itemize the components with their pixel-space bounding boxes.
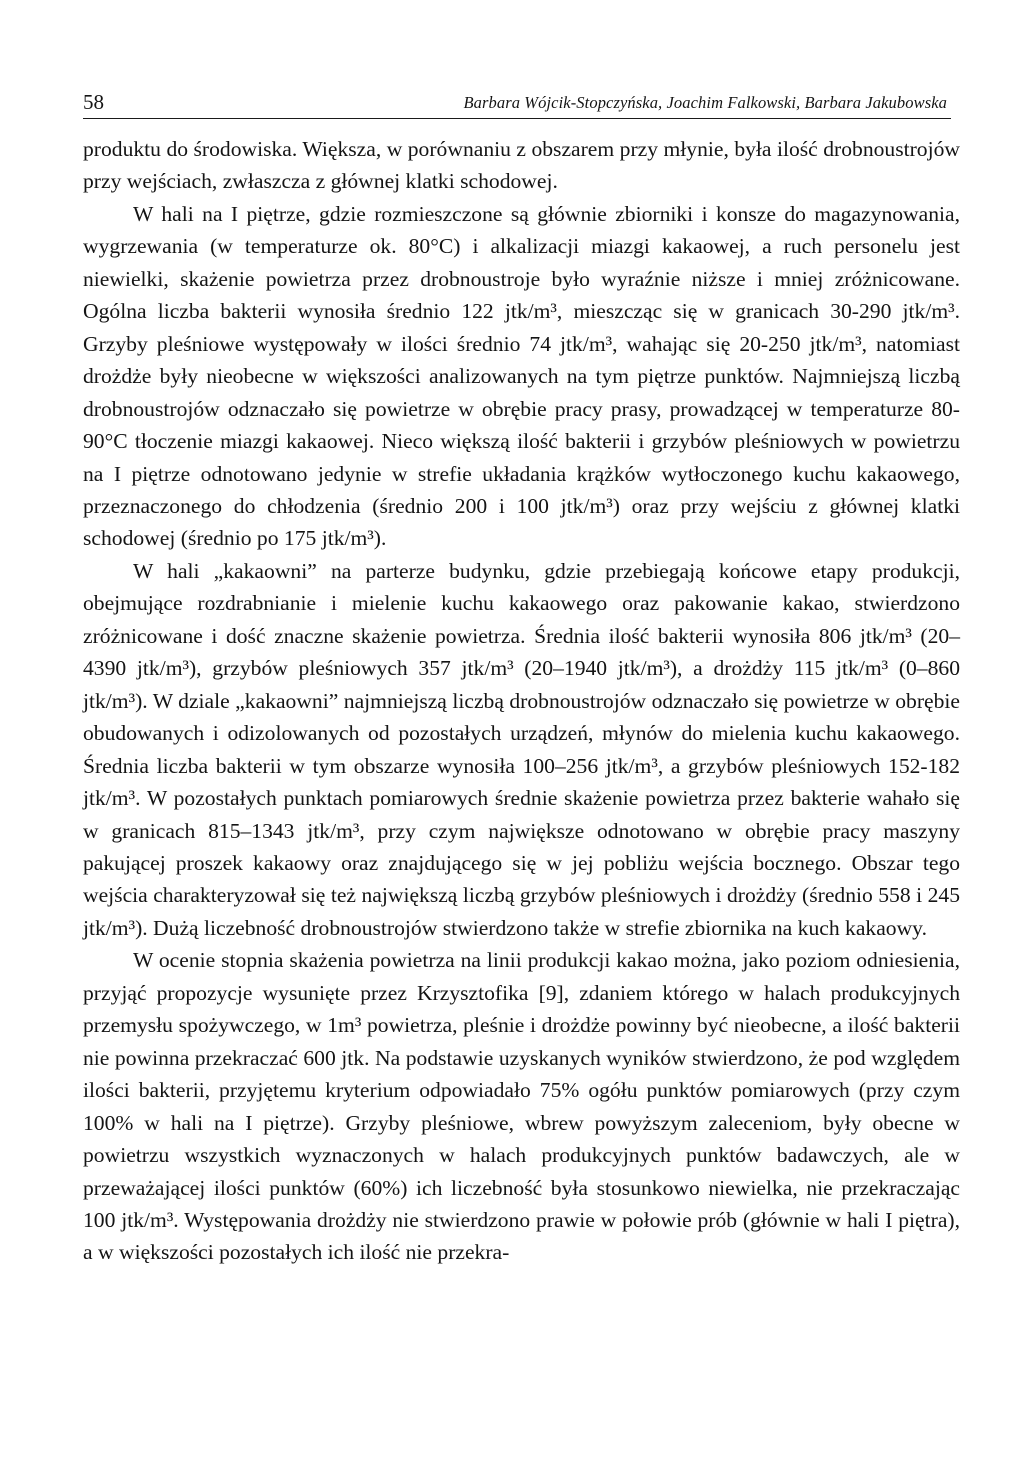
paragraph-continuation: produktu do środowiska. Większa, w porównaniu z obszarem przy młynie, była ilość drobnoustrojów przy wejściach, zwłaszcza z głównej klatki schodowej.	[83, 137, 960, 194]
paragraph-cocoa-hall: W hali „kakaowni” na parterze budynku, gdzie przebiegają końcowe etapy produkcji, obejmujące rozdrabnianie i mielenie kuchu kakaowego oraz pakowanie kakao, stwierdzono zróżnicowane i dość znaczne skażenie powietrza. Średnia ilość bakterii wynosiła 806 jtk/m³ (20–4390 jtk/m³), grzybów pleśniowych 357 jtk/m³ (20–1940 jtk/m³), a drożdży 115 jtk/m³ (0–860 jtk/m³). W dziale „kakaowni” najmniejszą liczbą drobnoustrojów odznaczało się powietrze w obrębie obudowanych i odizolowanych od pozostałych urządzeń, młynów do mielenia kuchu kakaowego. Średnia liczba bakterii w tym obszarze wynosiła 100–256 jtk/m³, a grzybów pleśniowych 152-182 jtk/m³. W pozostałych punktach pomiarowych średnie skażenie powietrza przez bakterie wahało się w granicach 815–1343 jtk/m³, przy czym największe odnotowano w obrębie pracy maszyny pakującej proszek kakaowy oraz znajdującego się w jej pobliżu wejścia bocznego. Obszar tego wejścia charakteryzował się też największą liczbą grzybów pleśniowych i drożdży (średnio 558 i 245 jtk/m³). Dużą liczebność drobnoustrojów stwierdzono także w strefie zbiornika na kuch kakaowy.	[83, 558, 960, 940]
page-header	[83, 88, 951, 119]
running-head: Barbara Wójcik-Stopczyńska, Joachim Falkowski, Barbara Jakubowska	[463, 93, 947, 112]
paragraph-first-floor: W hali na I piętrze, gdzie rozmieszczone są głównie zbiorniki i konsze do magazynowania, wygrzewania (w temperaturze ok. 80°C) i alkalizacji miazgi kakaowej, a ruch personelu jest niewielki, skażenie powietrza przez drobnoustroje było wyraźnie niższe i mniej zróżnicowane. Ogólna liczba bakterii wynosiła średnio 122 jtk/m³, mieszcząc się w granicach 30-290 jtk/m³. Grzyby pleśniowe występowały w ilości średnio 74 jtk/m³, wahając się 20-250 jtk/m³, natomiast drożdże były nieobecne w większości analizowanych na tym piętrze punktów. Najmniejszą liczbą drobnoustrojów odznaczało się powietrze w obrębie pracy prasy, prowadzącej w temperaturze 80-90°C tłoczenie miazgi kakaowej. Nieco większą ilość bakterii i grzybów pleśniowych w powietrzu na I piętrze odnotowano jedynie w strefie układania krążków wytłoczonego kuchu kakaowego, przeznaczonego do chłodzenia (średnio 200 i 100 jtk/m³) oraz przy wejściu z głównej klatki schodowej (średnio po 175 jtk/m³).	[83, 201, 960, 551]
body-text	[83, 133, 960, 1269]
paragraph-assessment: W ocenie stopnia skażenia powietrza na linii produkcji kakao można, jako poziom odniesienia, przyjąć propozycje wysunięte przez Krzysztofika [9], zdaniem którego w halach produkcyjnych przemysłu spożywczego, w 1m³ powietrza, pleśnie i drożdże powinny być nieobecne, a ilość bakterii nie powinna przekraczać 600 jtk. Na podstawie uzyskanych wyników stwierdzono, że pod względem ilości bakterii, przyjętemu kryterium odpowiadało 75% ogółu punktów pomiarowych (przy czym 100% w hali na I piętrze). Grzyby pleśniowe, wbrew powyższym zaleceniom, były obecne w powietrzu wszystkich wyznaczonych w halach produkcyjnych punktów badawczych, ale w przeważającej ilości punktów (60%) ich liczebność była stosunkowo niewielka, nie przekraczając 100 jtk/m³. Występowania drożdży nie stwierdzono prawie w połowie prób (głównie w hali I piętra), a w większości pozostałych ich ilość nie przekra-	[83, 948, 960, 1265]
page-number: 58	[83, 90, 104, 114]
